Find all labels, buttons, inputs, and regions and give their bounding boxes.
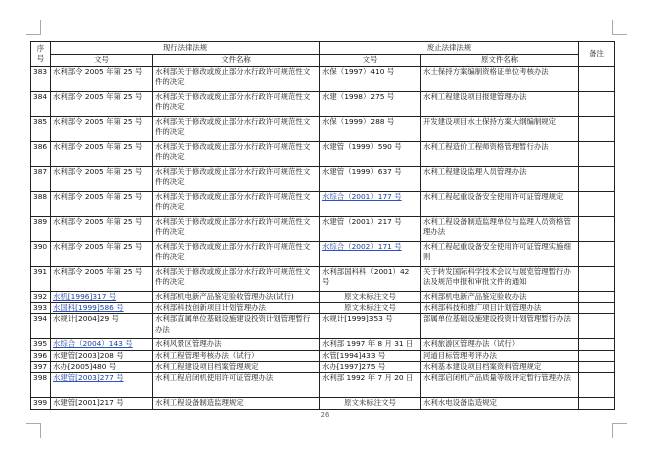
row-number: 390 — [31, 242, 51, 267]
header-seq — [31, 42, 51, 67]
current-doc-number: 水利部令 2005 年第 25 号 — [51, 117, 153, 142]
remark-cell — [579, 242, 615, 267]
remark-cell — [579, 292, 615, 303]
current-doc-number: 水利部令 2005 年第 25 号 — [51, 142, 153, 167]
repealed-doc-name: 关于转发国际科学技术会议与展览管理暂行办法及规范申报和审批文件的通知 — [421, 267, 579, 292]
remark-cell — [579, 117, 615, 142]
row-number: 383 — [31, 67, 51, 92]
row-number: 384 — [31, 92, 51, 117]
remark-cell — [579, 339, 615, 350]
repealed-doc-name: 水利工程建设监理人员管理办法 — [421, 167, 579, 192]
current-doc-name: 水利部直属单位基础设施建设投资计划管理暂行办法 — [153, 314, 320, 339]
current-doc-number: 水利部令 2005 年第 25 号 — [51, 217, 153, 242]
repealed-doc-number: 水建管（1999）637 号 — [320, 167, 421, 192]
table-row — [31, 292, 615, 303]
repealed-doc-number: 原文未标注文号 — [320, 398, 421, 410]
repealed-doc-name: 水利部科技和推广项目计划管理办法 — [421, 303, 579, 314]
repealed-doc-number: 水建管（1999）590 号 — [320, 142, 421, 167]
remark-cell — [579, 361, 615, 372]
remark-cell — [579, 398, 615, 410]
table-row — [31, 303, 615, 314]
header-current-docno: 文号 — [51, 55, 153, 67]
header-remark: 备注 — [579, 42, 615, 67]
crop-mark-bottom-right — [612, 423, 627, 438]
current-doc-name: 水利部科技创新项目计划管理办法 — [153, 303, 320, 314]
remark-cell — [579, 142, 615, 167]
remark-cell — [579, 267, 615, 292]
current-doc-name: 水利工程建设项目档案管理规定 — [153, 361, 320, 372]
current-doc-number: 水利部令 2005 年第 25 号 — [51, 242, 153, 267]
row-number: 397 — [31, 361, 51, 372]
current-doc-name: 水利部关于修改或废止部分水行政许可规范性文件的决定 — [153, 217, 320, 242]
remark-cell — [579, 167, 615, 192]
current-doc-number: 水建管[2003]277 号 — [51, 373, 153, 398]
current-doc-name: 水利工程设备制造监理规定 — [153, 398, 320, 410]
current-doc-number: 水利部令 2005 年第 25 号 — [51, 192, 153, 217]
table-row — [31, 67, 615, 92]
current-doc-name: 水利部关于修改或废止部分水行政许可规范性文件的决定 — [153, 117, 320, 142]
table-row — [31, 373, 615, 398]
remark-cell — [579, 92, 615, 117]
row-number: 395 — [31, 339, 51, 350]
row-number: 388 — [31, 192, 51, 217]
repealed-doc-name: 河道目标管理考评办法 — [421, 350, 579, 361]
repealed-doc-number: 水利部国科科（2001）42 号 — [320, 267, 421, 292]
row-number: 394 — [31, 314, 51, 339]
repealed-doc-number: 水管[1994]433 号 — [320, 350, 421, 361]
current-doc-name: 水利部关于修改或废止部分水行政许可规范性文件的决定 — [153, 267, 320, 292]
remark-cell — [579, 314, 615, 339]
page-number: 26 — [320, 411, 330, 419]
row-number: 385 — [31, 117, 51, 142]
repealed-doc-name: 水利工程造价工程师资格管理暂行办法 — [421, 142, 579, 167]
repealed-doc-number: 水建（1998）275 号 — [320, 92, 421, 117]
current-doc-number: 水利部令 2005 年第 25 号 — [51, 167, 153, 192]
table-body — [31, 67, 615, 410]
current-doc-number: 水规计[2004]29 号 — [51, 314, 153, 339]
row-number: 389 — [31, 217, 51, 242]
current-doc-name: 水利部关于修改或废止部分水行政许可规范性文件的决定 — [153, 167, 320, 192]
table-row — [31, 267, 615, 292]
remark-cell — [579, 303, 615, 314]
current-doc-number: 水利部令 2005 年第 25 号 — [51, 92, 153, 117]
repealed-doc-name: 水利部机电新产品鉴定验收办法 — [421, 292, 579, 303]
remark-cell — [579, 350, 615, 361]
repealed-doc-number: 水建管（2001）217 号 — [320, 217, 421, 242]
table-row — [31, 217, 615, 242]
repealed-doc-number: 水保（1997）410 号 — [320, 67, 421, 92]
row-number: 391 — [31, 267, 51, 292]
remark-cell — [579, 192, 615, 217]
repealed-doc-number: 原文未标注文号 — [320, 303, 421, 314]
regulations-table — [30, 41, 615, 410]
table-row — [31, 167, 615, 192]
crop-mark-bottom-left — [26, 423, 41, 438]
current-doc-name: 水利工程启闭机使用许可证管理办法 — [153, 373, 320, 398]
table-row — [31, 142, 615, 167]
header-current-docname: 文件名称 — [153, 55, 320, 67]
current-doc-number: 水办[2005]480 号 — [51, 361, 153, 372]
repealed-doc-name: 水利水电设备监造规定 — [421, 398, 579, 410]
current-doc-name: 水利风景区管理办法 — [153, 339, 320, 350]
repealed-doc-name: 水利部启闭机产品质量等级评定暂行管理办法 — [421, 373, 579, 398]
current-doc-number: 水利部令 2005 年第 25 号 — [51, 67, 153, 92]
table-row — [31, 314, 615, 339]
current-doc-number: 水建管[2001]217 号 — [51, 398, 153, 410]
repealed-doc-number: 水利部 1997 年 8 月 31 日 — [320, 339, 421, 350]
repealed-doc-name: 水利工程起重设备安全使用许可证管理实施细则 — [421, 242, 579, 267]
row-number: 393 — [31, 303, 51, 314]
repealed-doc-number: 水利部 1992 年 7 月 20 日 — [320, 373, 421, 398]
table-row — [31, 361, 615, 372]
repealed-doc-number: 水保（1999）288 号 — [320, 117, 421, 142]
header-repealed-docname: 原文件名称 — [421, 55, 579, 67]
current-doc-number: 水综合（2004）143 号 — [51, 339, 153, 350]
current-doc-number: 水机[1996]317 号 — [51, 292, 153, 303]
repealed-doc-name: 部属单位基础设施建设投资计划管理暂行办法 — [421, 314, 579, 339]
row-number: 398 — [31, 373, 51, 398]
repealed-doc-name: 水利旅游区管理办法（试行） — [421, 339, 579, 350]
current-doc-number: 水利部令 2005 年第 25 号 — [51, 267, 153, 292]
table-row — [31, 398, 615, 410]
header-seq-bottom: 号 — [36, 54, 45, 63]
remark-cell — [579, 373, 615, 398]
current-doc-number: 水国科[1999]586 号 — [51, 303, 153, 314]
remark-cell — [579, 67, 615, 92]
row-number: 396 — [31, 350, 51, 361]
repealed-doc-name: 水利工程设备制造监理单位与监理人员资格管理办法 — [421, 217, 579, 242]
repealed-doc-name: 开发建设项目水土保持方案大纲编制规定 — [421, 117, 579, 142]
repealed-doc-name: 水利工程起重设备安全使用许可证管理规定 — [421, 192, 579, 217]
current-doc-name: 水利工程管理考核办法（试行） — [153, 350, 320, 361]
table-row — [31, 92, 615, 117]
header-seq-top: 序 — [36, 43, 45, 53]
row-number: 399 — [31, 398, 51, 410]
table-row — [31, 192, 615, 217]
repealed-doc-name: 水利基本建设项目档案资料管理规定 — [421, 361, 579, 372]
table-row — [31, 339, 615, 350]
repealed-doc-name: 水土保持方案编制资格证单位考核办法 — [421, 67, 579, 92]
table-row — [31, 350, 615, 361]
row-number: 387 — [31, 167, 51, 192]
header-current-group: 现行法律法规 — [51, 42, 320, 55]
current-doc-name: 水利部关于修改或废止部分水行政许可规范性文件的决定 — [153, 92, 320, 117]
current-doc-name: 水利部关于修改或废止部分水行政许可规范性文件的决定 — [153, 67, 320, 92]
header-repealed-docno: 文号 — [320, 55, 421, 67]
row-number: 386 — [31, 142, 51, 167]
crop-mark-top-left — [26, 20, 41, 35]
current-doc-name: 水利部关于修改或废止部分水行政许可规范性文件的决定 — [153, 242, 320, 267]
repealed-doc-number: 水规计[1999]353 号 — [320, 314, 421, 339]
repealed-doc-number: 水综合（2001）177 号 — [320, 192, 421, 217]
current-doc-name: 水利部关于修改或废止部分水行政许可规范性文件的决定 — [153, 192, 320, 217]
repealed-doc-number: 原文未标注文号 — [320, 292, 421, 303]
repealed-doc-name: 水利工程建设项目报建管理办法 — [421, 92, 579, 117]
crop-mark-top-right — [612, 20, 627, 35]
header-repealed-group: 废止法律法规 — [320, 42, 579, 55]
repealed-doc-number: 水办[1997]275 号 — [320, 361, 421, 372]
table-row — [31, 242, 615, 267]
table-row — [31, 117, 615, 142]
row-number: 392 — [31, 292, 51, 303]
remark-cell — [579, 217, 615, 242]
repealed-doc-number: 水综合（2002）171 号 — [320, 242, 421, 267]
current-doc-name: 水利部关于修改或废止部分水行政许可规范性文件的决定 — [153, 142, 320, 167]
current-doc-name: 水利部机电新产品鉴定验收管理办法(试行) — [153, 292, 320, 303]
current-doc-number: 水建管[2003]208 号 — [51, 350, 153, 361]
